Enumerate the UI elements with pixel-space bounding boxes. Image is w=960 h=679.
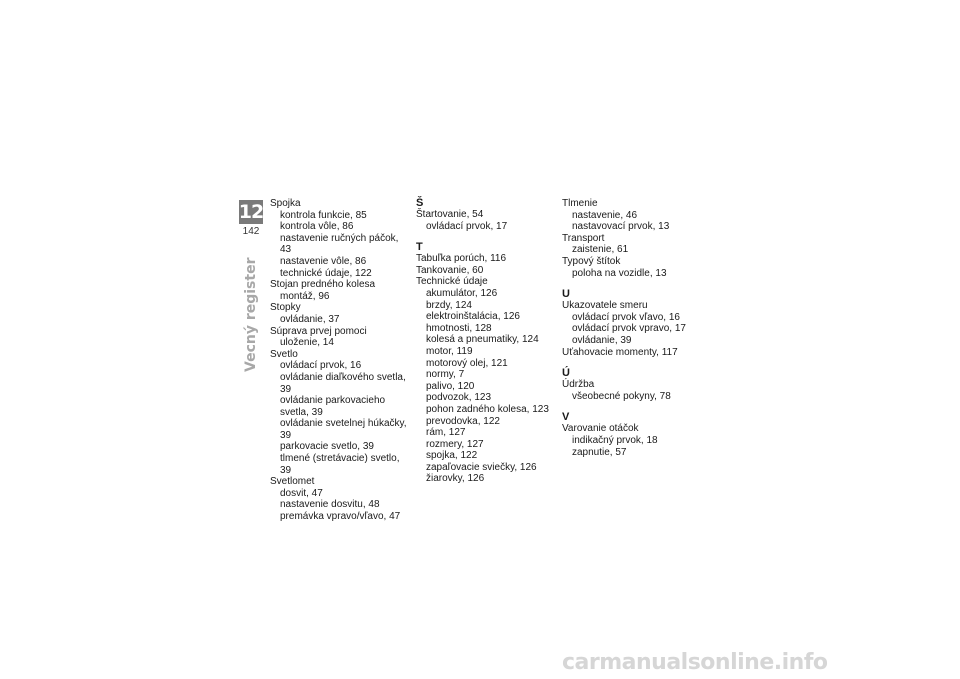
index-subentry: parkovacie svetlo, 39 bbox=[280, 441, 374, 453]
index-entry bbox=[562, 423, 702, 458]
index-column-2 bbox=[416, 198, 556, 485]
index-letter: Ú bbox=[562, 367, 570, 380]
index-subentry: nastavenie ručných páčok, 43 bbox=[280, 232, 399, 256]
index-subentry: zapnutie, 57 bbox=[572, 446, 627, 458]
index-subentry: ovládací prvok vpravo, 17 bbox=[572, 323, 686, 335]
index-entry bbox=[270, 279, 410, 302]
index-subentry: akumulátor, 126 bbox=[426, 287, 498, 299]
index-subentry: ovládanie diaľkového svetla, 39 bbox=[280, 371, 406, 395]
index-subentry: kontrola funkcie, 85 bbox=[280, 209, 367, 221]
index-entry bbox=[270, 302, 410, 325]
index-entry bbox=[562, 347, 702, 359]
index-subentry: motorový olej, 121 bbox=[426, 357, 508, 369]
index-entry bbox=[562, 233, 702, 256]
index-entry-main: Súprava prvej pomoci bbox=[270, 325, 367, 337]
index-subentry: tlmené (stretávacie) svetlo, 39 bbox=[280, 453, 400, 476]
index-entry bbox=[270, 326, 410, 349]
index-subentry: ovládanie svetelnej húkačky, 39 bbox=[280, 418, 407, 441]
index-subentry: podvozok, 123 bbox=[426, 392, 492, 404]
index-subentry: hmotnosti, 128 bbox=[426, 322, 492, 334]
index-subentry: prevodovka, 122 bbox=[426, 415, 500, 427]
index-entry bbox=[562, 300, 702, 346]
index-entry-main: Typový štítok bbox=[562, 255, 621, 267]
index-letter: V bbox=[562, 411, 570, 424]
index-entry-main: Uťahovacie momenty, 117 bbox=[562, 346, 678, 358]
index-entry bbox=[562, 198, 702, 233]
index-subentry: ovládací prvok, 17 bbox=[426, 220, 508, 232]
index-letter: U bbox=[562, 288, 570, 301]
index-entry-main: Tlmenie bbox=[562, 198, 598, 209]
index-entry bbox=[562, 379, 702, 402]
section-title: Vecný register bbox=[243, 257, 259, 372]
index-entry bbox=[270, 349, 410, 477]
index-subentry: ovládanie parkovacieho bbox=[280, 395, 386, 407]
index-letter: Š bbox=[416, 197, 424, 209]
page-number: 142 bbox=[242, 226, 260, 237]
index-subentry: ovládanie, 37 bbox=[280, 313, 340, 325]
index-subentry: dosvit, 47 bbox=[280, 487, 323, 499]
index-subentry: kontrola vôle, 86 bbox=[280, 221, 354, 233]
index-entry-main: Údržba bbox=[562, 379, 595, 391]
chapter-number: 12 bbox=[238, 201, 264, 223]
index-subentry: pohon zadného kolesa, 123 bbox=[426, 403, 549, 415]
index-subentry: indikačný prvok, 18 bbox=[572, 434, 658, 446]
index-subentry: rozmery, 127 bbox=[426, 438, 484, 450]
index-entry bbox=[416, 253, 556, 265]
index-subentry: rám, 127 bbox=[426, 427, 466, 439]
index-entry-main: Transport bbox=[562, 232, 605, 244]
index-subentry: ovládanie, 39 bbox=[572, 334, 632, 346]
index-subentry: žiarovky, 126 bbox=[426, 473, 485, 485]
index-subentry: zapaľovacie sviečky, 126 bbox=[426, 461, 537, 473]
index-entry-main: Technické údaje bbox=[416, 276, 488, 288]
index-entry bbox=[270, 198, 410, 279]
index-entry-main: Svetlomet bbox=[270, 476, 315, 488]
index-letter: T bbox=[416, 241, 423, 254]
index-entry-main: Tankovanie, 60 bbox=[416, 264, 484, 276]
index-entry-main: Svetlo bbox=[270, 348, 298, 360]
index-subentry: technické údaje, 122 bbox=[280, 267, 372, 279]
index-column-3 bbox=[562, 198, 702, 458]
index-subentry: montáž, 96 bbox=[280, 290, 330, 302]
index-subentry: ovládací prvok vľavo, 16 bbox=[572, 311, 680, 323]
index-subentry: motor, 119 bbox=[426, 345, 473, 357]
index-entry-main: Stojan predného kolesa bbox=[270, 279, 376, 291]
index-subentry: kolesá a pneumatiky, 124 bbox=[426, 334, 539, 346]
watermark: carmanualsonline.info bbox=[562, 650, 828, 675]
index-entry-main: Štartovanie, 54 bbox=[416, 209, 484, 220]
index-subentry: zaistenie, 61 bbox=[572, 244, 629, 256]
index-entry bbox=[416, 265, 556, 277]
index-subentry: nastavenie vôle, 86 bbox=[280, 255, 367, 267]
index-entry-main: Ukazovatele smeru bbox=[562, 300, 648, 312]
index-subentry: brzdy, 124 bbox=[426, 299, 472, 311]
index-subentry: spojka, 122 bbox=[426, 450, 478, 462]
index-entry-main: Tabuľka porúch, 116 bbox=[416, 253, 507, 265]
index-entry bbox=[270, 476, 410, 522]
index-subentry: palivo, 120 bbox=[426, 380, 475, 392]
index-entry bbox=[416, 209, 556, 232]
index-subentry: nastavenie, 46 bbox=[572, 209, 638, 221]
index-entry bbox=[416, 276, 556, 485]
index-subentry: premávka vpravo/vľavo, 47 bbox=[280, 511, 401, 523]
index-subentry: svetla, 39 bbox=[280, 406, 323, 418]
index-subentry: ovládací prvok, 16 bbox=[280, 360, 362, 372]
index-entry-main: Varovanie otáčok bbox=[562, 423, 639, 435]
index-subentry: všeobecné pokyny, 78 bbox=[572, 390, 671, 402]
index-entry-main: Spojka bbox=[270, 198, 301, 209]
index-subentry: nastavenie dosvitu, 48 bbox=[280, 499, 380, 511]
index-column-1 bbox=[270, 198, 410, 523]
index-entry bbox=[562, 256, 702, 279]
index-subentry: uloženie, 14 bbox=[280, 337, 334, 349]
index-subentry: nastavovací prvok, 13 bbox=[572, 221, 670, 233]
index-entry-main: Stopky bbox=[270, 302, 301, 314]
index-subentry: elektroinštalácia, 126 bbox=[426, 311, 520, 323]
index-subentry: poloha na vozidle, 13 bbox=[572, 267, 667, 279]
index-subentry: normy, 7 bbox=[426, 369, 465, 381]
